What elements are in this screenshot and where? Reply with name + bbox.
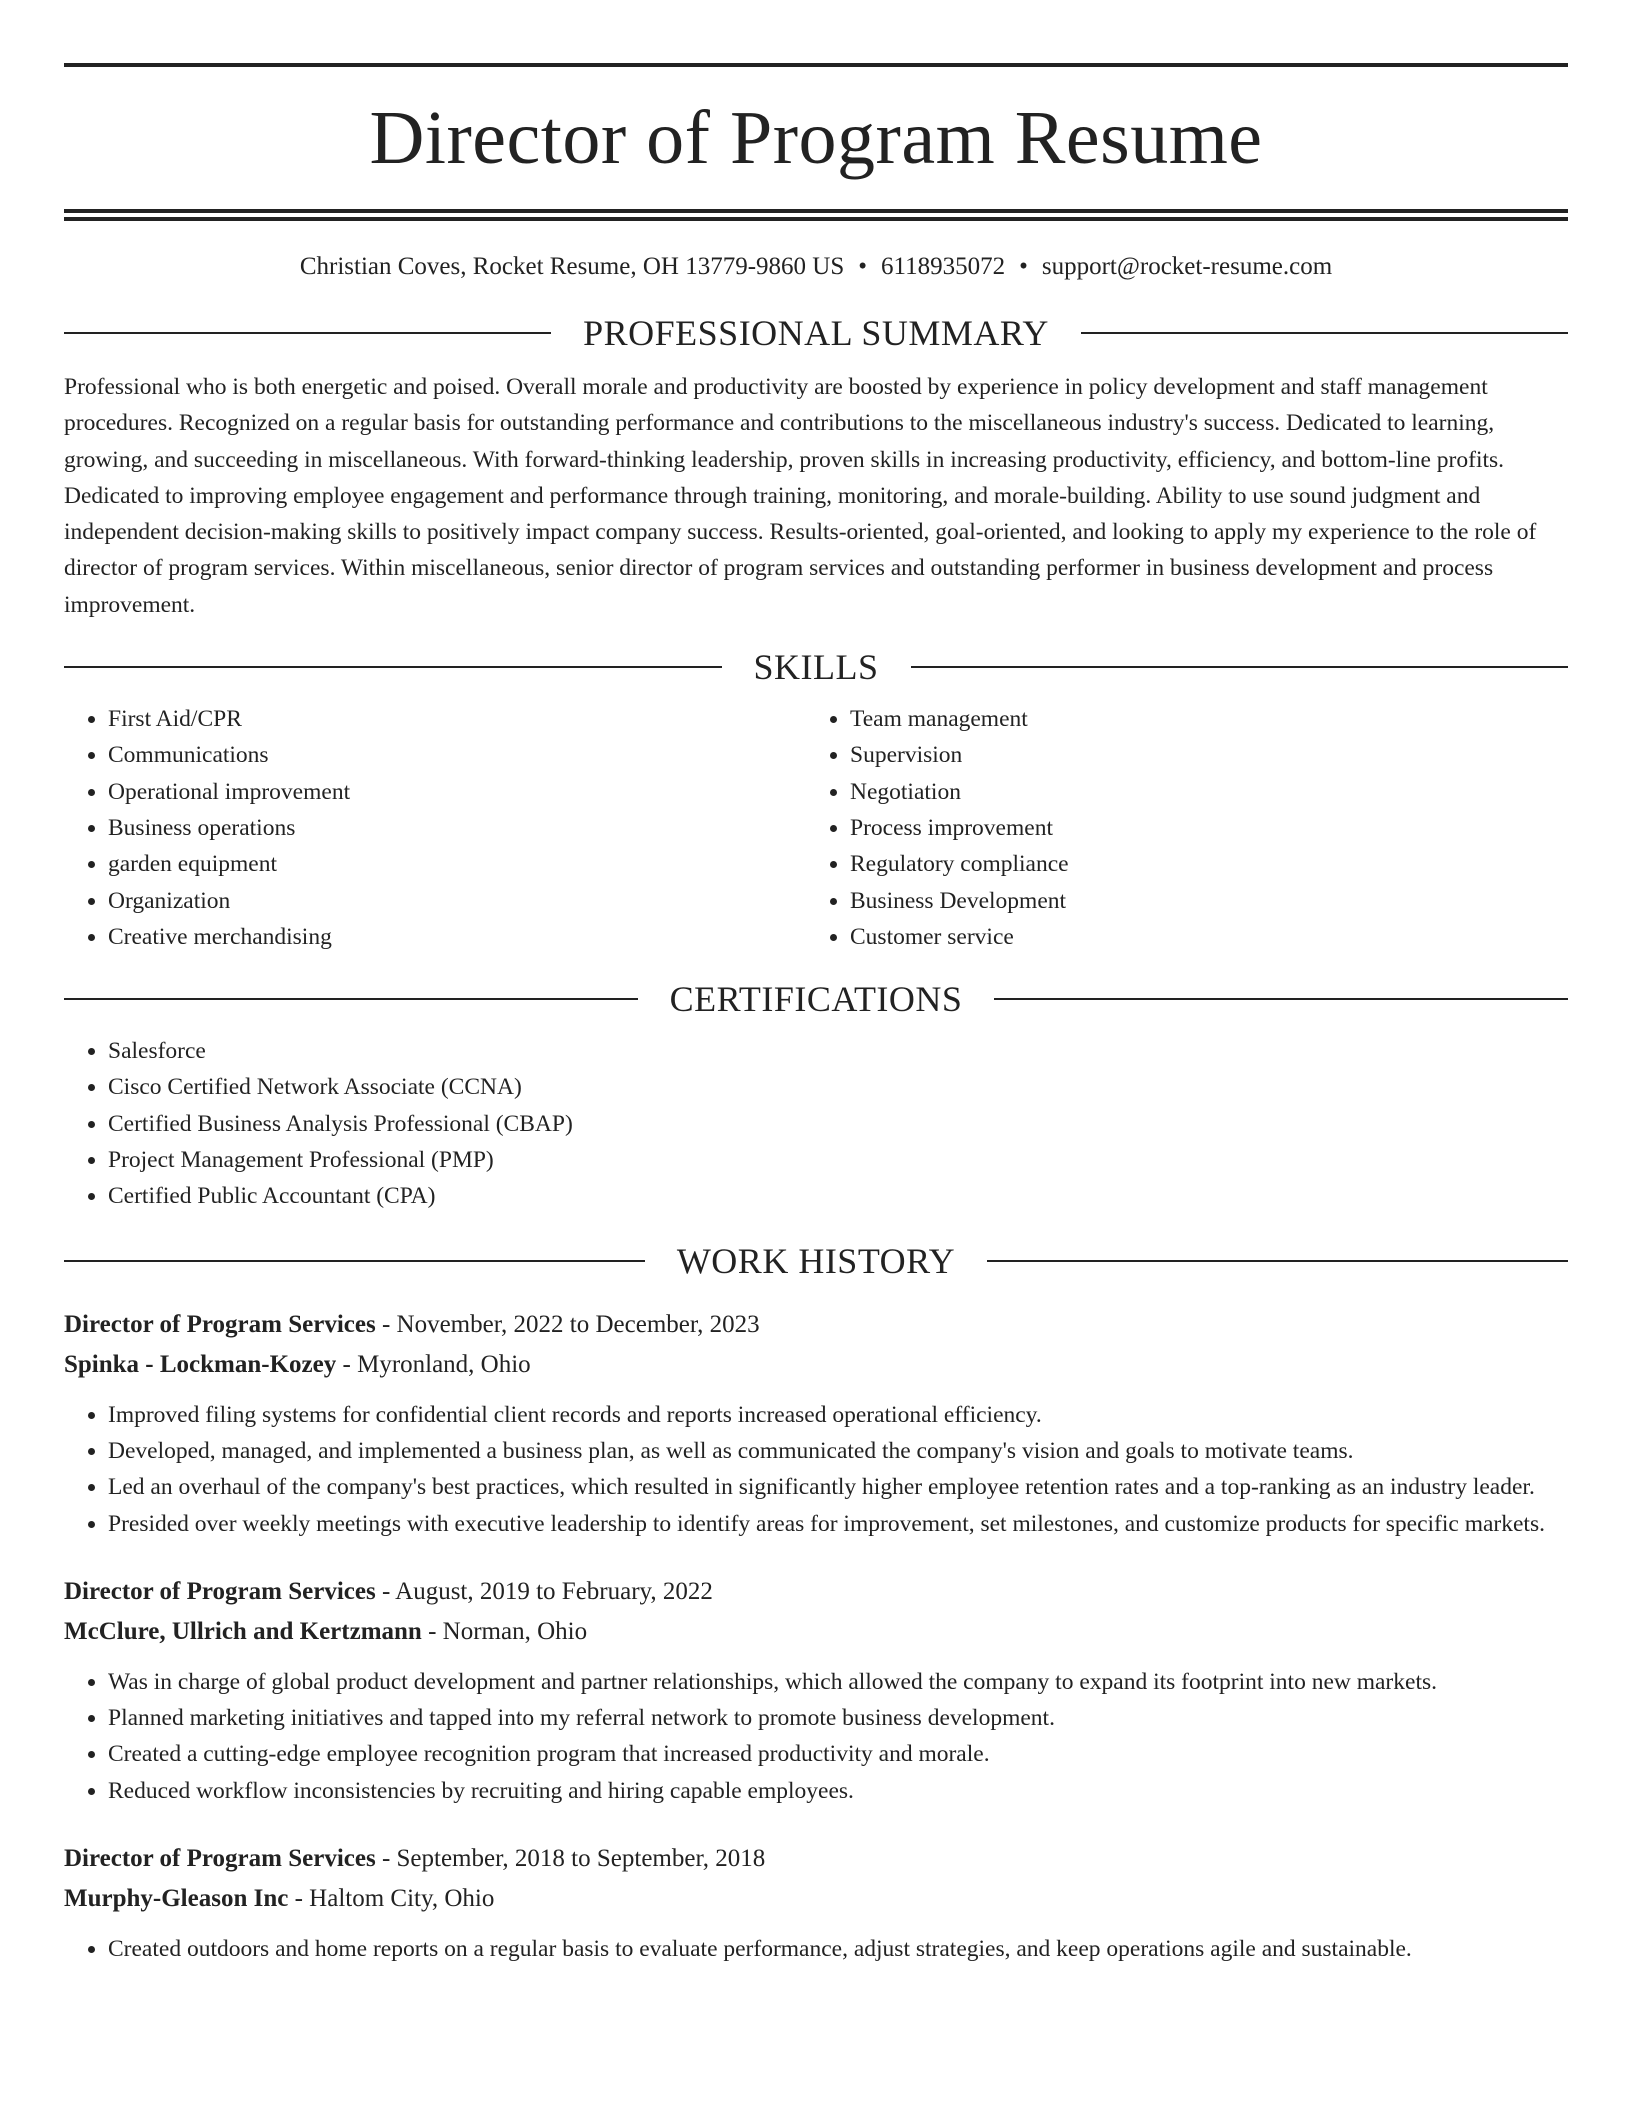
job-location: - Norman, Ohio [421, 1617, 588, 1645]
skills-list-right [806, 701, 1548, 955]
skill-item: • Negotiation [850, 774, 1548, 810]
job-bullet: • Reduced workflow inconsistencies by recruiting and hiring capable employees. [108, 1773, 1568, 1809]
job-title: Director of Program Services [64, 1310, 376, 1338]
section-rule-left [64, 1260, 645, 1262]
work-history-section-header [64, 1239, 1568, 1283]
skill-item: • Business Development [850, 883, 1548, 919]
certifications-list [64, 1033, 1568, 1214]
skill-item: • Operational improvement [108, 774, 806, 810]
job-company: Murphy-Gleason Inc [64, 1885, 289, 1913]
contact-separator: • [858, 253, 868, 280]
job-dates: - August, 2019 to February, 2022 [375, 1577, 713, 1605]
section-rule-right [987, 1260, 1568, 1262]
certification-item: • Certified Business Analysis Professional (CBAP) [108, 1106, 1568, 1142]
contact-line [64, 251, 1568, 283]
job-bullet: • Was in charge of global product development and partner relationships, which allowed the company to expand its footprint into new markets. [108, 1664, 1568, 1700]
skill-item: • garden equipment [108, 846, 806, 882]
summary-section-header [64, 311, 1568, 355]
document-title: Director of Program Resume [369, 96, 1263, 180]
skill-item: • Process improvement [850, 810, 1548, 846]
skill-item: • First Aid/CPR [108, 701, 806, 737]
skills-grid [64, 689, 1568, 955]
section-rule-left [64, 332, 551, 334]
job-bullet: • Led an overhaul of the company's best practices, which resulted in significantly higher employee retention rates and a top-ranking as an industry leader. [108, 1469, 1568, 1505]
section-rule-right [911, 666, 1569, 668]
job-dates: - September, 2018 to September, 2018 [375, 1845, 766, 1873]
skill-item: • Regulatory compliance [850, 846, 1548, 882]
skills-list-left [64, 701, 806, 955]
job-company-line [64, 1612, 1568, 1652]
skill-item: • Supervision [850, 737, 1548, 773]
job-dates: - November, 2022 to December, 2023 [375, 1310, 760, 1338]
certification-item: • Cisco Certified Network Associate (CCNA) [108, 1069, 1568, 1105]
job-bullet: • Created outdoors and home reports on a regular basis to evaluate performance, adjust strategies, and keep operations agile and sustainable. [108, 1931, 1568, 1967]
work-history-heading: WORK HISTORY [676, 1240, 956, 1281]
job-title-line [64, 1839, 1568, 1879]
title-double-rule [64, 209, 1568, 221]
certifications-heading: CERTIFICATIONS [669, 979, 963, 1020]
job-company-line [64, 1879, 1568, 1919]
skill-item: • Team management [850, 701, 1548, 737]
contact-email: support@rocket-resume.com [1041, 253, 1333, 280]
job-company: McClure, Ullrich and Kertzmann [64, 1617, 422, 1645]
section-rule-left [64, 666, 722, 668]
contact-address: Christian Coves, Rocket Resume, OH 13779-9860 US [299, 253, 845, 280]
section-rule-right [994, 998, 1568, 1000]
section-rule-right [1081, 332, 1568, 334]
job-entry [64, 1839, 1568, 1967]
job-bullet: • Created a cutting-edge employee recognition program that increased productivity and morale. [108, 1736, 1568, 1772]
skills-section-header [64, 645, 1568, 689]
skills-heading: SKILLS [753, 647, 879, 688]
job-company: Spinka - Lockman-Kozey [64, 1350, 337, 1378]
skill-item: • Organization [108, 883, 806, 919]
job-entry [64, 1305, 1568, 1542]
job-entry [64, 1572, 1568, 1809]
job-location: - Myronland, Ohio [336, 1350, 531, 1378]
job-location: - Haltom City, Ohio [288, 1885, 495, 1913]
certification-item: • Certified Public Accountant (CPA) [108, 1178, 1568, 1214]
summary-text: Professional who is both energetic and poised. Overall morale and productivity are boosted by experience in policy development and staff management procedures. Recognized on a regular basis for outstanding performance and contributions to the miscellaneous industry's success. Dedicated to learning, growing, and succeeding in miscellaneous. With forward-thinking leadership, proven skills in increasing productivity, efficiency, and bottom-line profits. Dedicated to improving employee engagement and performance through training, monitoring, and morale-building. Ability to use sound judgment and independent decision-making skills to positively impact company success. Results-oriented, goal-oriented, and looking to apply my experience to the role of director of program services. Within miscellaneous, senior director of program services and outstanding performer in business development and process improvement. [64, 374, 1537, 618]
job-title: Director of Program Services [64, 1577, 376, 1605]
section-rule-left [64, 998, 638, 1000]
certification-item: • Project Management Professional (PMP) [108, 1142, 1568, 1178]
job-company-line [64, 1345, 1568, 1385]
job-bullets [64, 1664, 1568, 1809]
job-bullet: • Planned marketing initiatives and tapped into my referral network to promote business development. [108, 1700, 1568, 1736]
skill-item: • Business operations [108, 810, 806, 846]
job-bullets [64, 1397, 1568, 1542]
skill-item: • Creative merchandising [108, 919, 806, 955]
certifications-section-header [64, 977, 1568, 1021]
job-title-line [64, 1572, 1568, 1612]
job-title-line [64, 1305, 1568, 1345]
summary-heading: PROFESSIONAL SUMMARY [583, 313, 1049, 353]
contact-separator: • [1019, 253, 1028, 280]
job-title: Director of Program Services [64, 1845, 376, 1873]
skill-item: • Customer service [850, 919, 1548, 955]
job-bullet: • Developed, managed, and implemented a business plan, as well as communicated the company's vision and goals to motivate teams. [108, 1433, 1568, 1469]
certification-item: • Salesforce [108, 1033, 1568, 1069]
job-bullets [64, 1931, 1568, 1967]
skill-item: • Communications [108, 737, 806, 773]
resume-page [64, 0, 1568, 1967]
contact-phone: 6118935072 [881, 253, 1006, 280]
top-rule [64, 63, 1568, 67]
job-bullet: • Improved filing systems for confidential client records and reports increased operational efficiency. [108, 1397, 1568, 1433]
job-bullet: • Presided over weekly meetings with executive leadership to identify areas for improvement, set milestones, and customize products for specific markets. [108, 1506, 1568, 1542]
